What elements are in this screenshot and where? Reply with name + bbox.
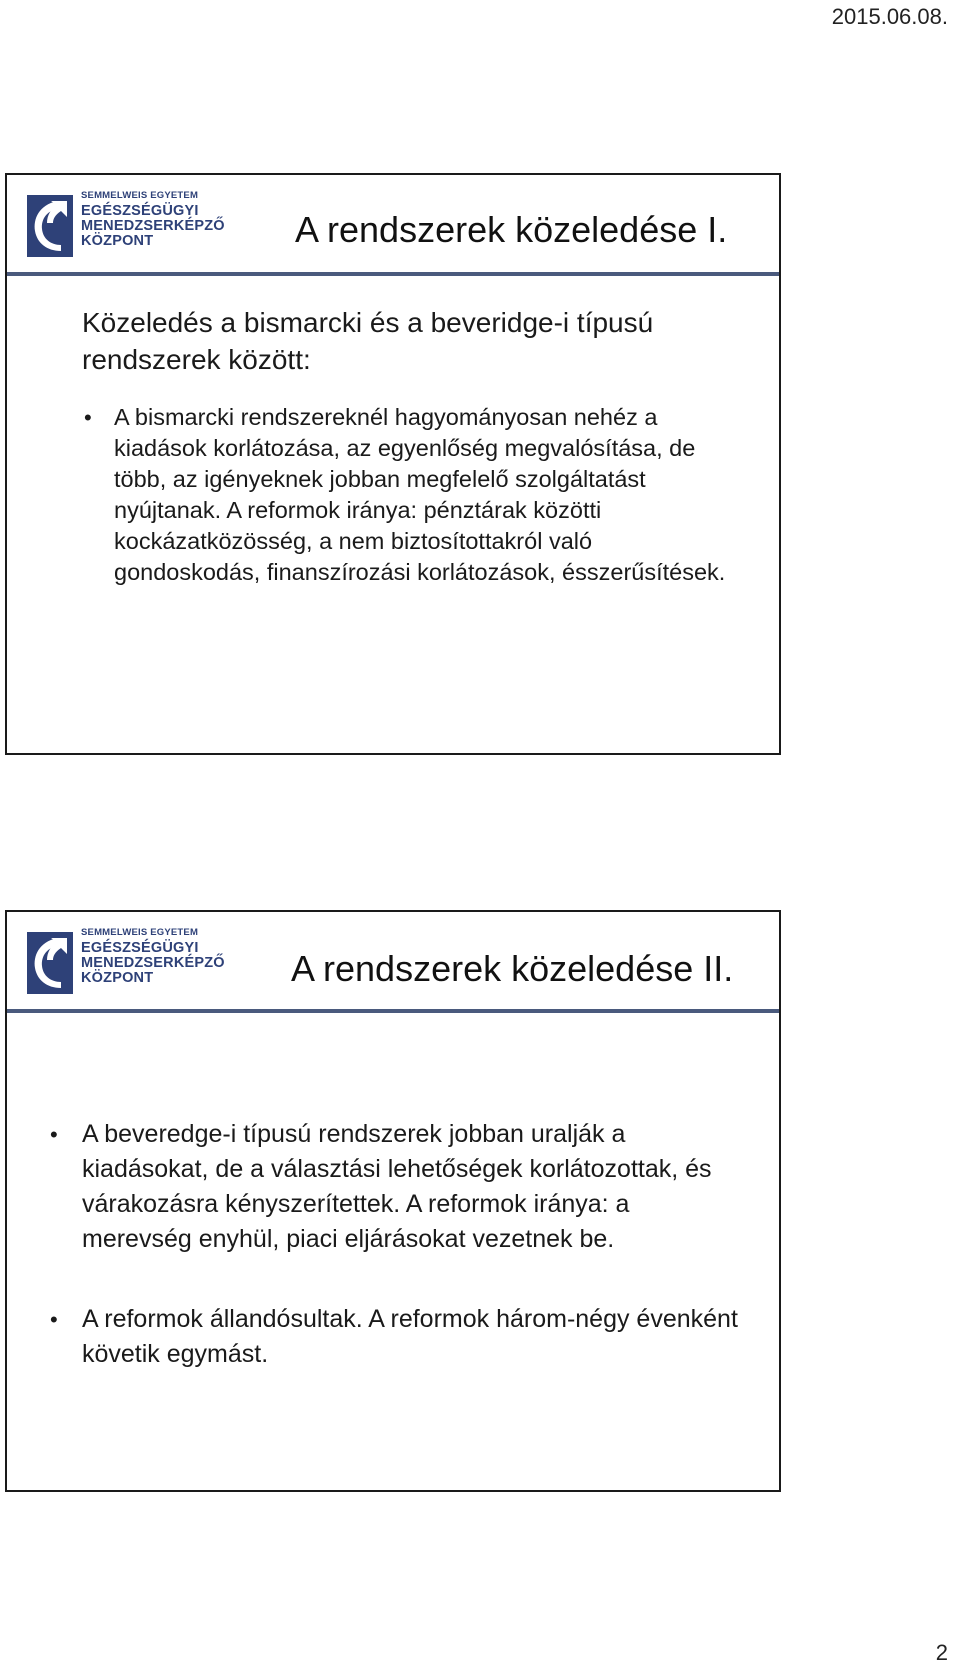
bullet-text: A reformok állandósultak. A reformok három-négy évenként követik egymást. [82, 1305, 738, 1368]
bullet-icon: • [84, 405, 92, 430]
slide-title: A rendszerek közeledése I. [295, 209, 728, 250]
slide-1 [5, 173, 781, 755]
page-date: 2015.06.08. [831, 4, 948, 29]
bullet-item [84, 402, 734, 588]
slide-title: A rendszerek közeledése II. [291, 948, 734, 989]
slide-body [7, 276, 779, 753]
bullet-list [84, 402, 734, 588]
bullet-text: A beveredge-i típusú rendszerek jobban uralják a kiadásokat, de a választási lehetőségek korlátozottak, és várakozásra kényszerítettek. A reformok iránya: a merevség enyhül, piaci eljárásokat vezetnek be. [82, 1120, 712, 1253]
logo-line-4: KÖZPONT [81, 970, 154, 987]
slide-intro: Közeledés a bismarcki és a beveridge-i típusú rendszerek között: [82, 307, 654, 375]
slide-header [7, 175, 779, 275]
bullet-text: A bismarcki rendszereknél hagyományosan nehéz a kiadások korlátozása, az egyenlőség megvalósítása, de több, az igényeknek jobban megfelelő szolgáltatást nyújtanak. A reformok iránya: pénztárak közötti kockázatközösség, a nem biztosítottakról való gondoskodás, finanszírozási korlátozások, ésszerűsítések. [114, 404, 726, 585]
logo-text [81, 191, 231, 250]
page-number: 2 [935, 1640, 948, 1665]
bullet-icon: • [50, 1122, 58, 1147]
semmelweis-logo [23, 927, 225, 998]
bullet-list [50, 1117, 742, 1372]
bullet-item [50, 1302, 742, 1372]
logo-line-2: EGÉSZSÉGÜGYI [81, 939, 199, 956]
logo-line-2: EGÉSZSÉGÜGYI [81, 202, 199, 219]
logo-line-3: MENEDZSERKÉPZŐ [81, 955, 225, 972]
slide-2 [5, 910, 781, 1492]
logo-line-4: KÖZPONT [81, 233, 154, 250]
semmelweis-logo [23, 190, 225, 261]
bullet-icon: • [50, 1307, 58, 1332]
logo-line-1: SEMMELWEIS EGYETEM [81, 927, 199, 938]
logo-line-1: SEMMELWEIS EGYETEM [81, 190, 199, 201]
bullet-item [50, 1117, 742, 1257]
logo-mark-icon [27, 195, 73, 257]
slide-body [7, 1013, 779, 1490]
logo-text [81, 928, 231, 987]
logo-mark-icon [27, 932, 73, 994]
logo-line-3: MENEDZSERKÉPZŐ [81, 218, 225, 235]
slide-header [7, 912, 779, 1012]
